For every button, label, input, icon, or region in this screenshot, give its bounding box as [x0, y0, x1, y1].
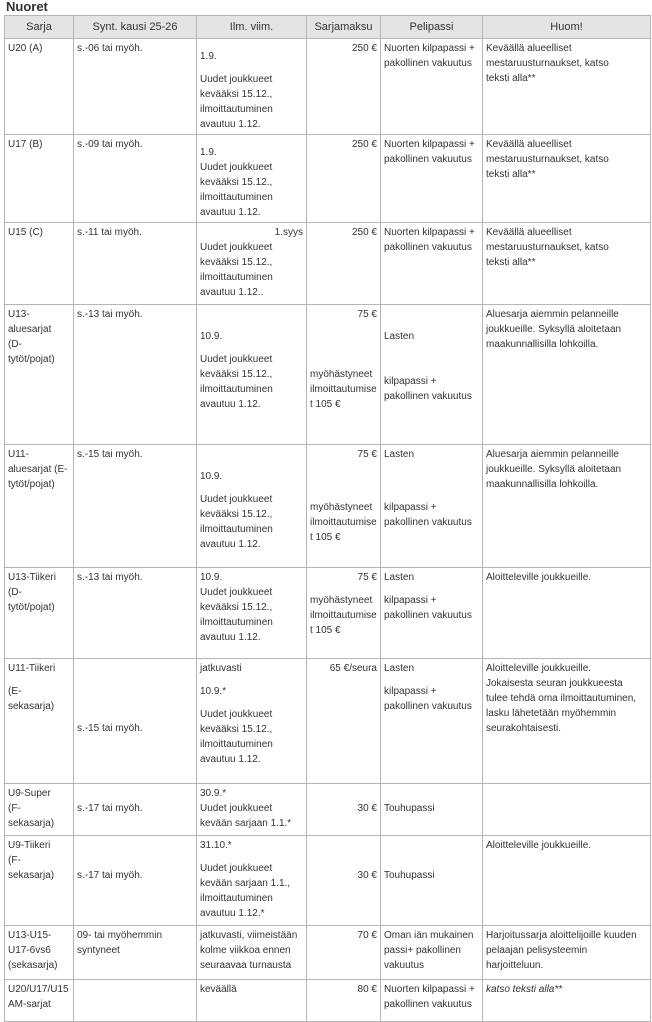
column-header-ilm: Ilm. viim. [197, 16, 307, 39]
table-row [5, 926, 651, 980]
cell-ilm: 1.syys Uudet joukkueet kevääksi 15.12., ilmoittautuminen avautuu 1.12.. [197, 223, 307, 305]
cell-ilm: keväällä [197, 980, 307, 1022]
cell-ilm: 10.9. Uudet joukkueet kevääksi 15.12., ilmoittautuminen avautuu 1.12. [197, 445, 307, 568]
cell-sarja: U17 (B) [5, 135, 74, 223]
table-row [5, 980, 651, 1022]
cell-synt: s.-17 tai myöh. [74, 836, 197, 926]
table-row [5, 223, 651, 305]
cell-huom: Aluesarja aiemmin pelanneille joukkueille. Syksyllä aloitetaan maakunnallisilla lohkoilla. [483, 305, 651, 445]
table-row [5, 39, 651, 135]
cell-maksu: 250 € [307, 223, 381, 305]
cell-synt: s.-09 tai myöh. [74, 135, 197, 223]
cell-synt: s.-13 tai myöh. [74, 568, 197, 659]
cell-huom: Keväällä alueelliset mestaruusturnaukset, katso teksti alla** [483, 135, 651, 223]
cell-huom [483, 784, 651, 836]
cell-huom: Aloitteleville joukkueille. [483, 836, 651, 926]
column-header-maksu: Sarjamaksu [307, 16, 381, 39]
cell-maksu: 70 € [307, 926, 381, 980]
cell-synt: s.-15 tai myöh. [74, 659, 197, 784]
cell-maksu: 75 € myöhästyneet ilmoittautumise t 105 € [307, 568, 381, 659]
cell-ilm: 31.10.* Uudet joukkueet kevään sarjaan 1.1., ilmoittautuminen avautuu 1.12.* [197, 836, 307, 926]
cell-maksu: 30 € [307, 784, 381, 836]
cell-ilm: 10.9. Uudet joukkueet kevääksi 15.12., ilmoittautuminen avautuu 1.12. [197, 305, 307, 445]
cell-maksu: 250 € [307, 135, 381, 223]
cell-sarja: U9-Tiikeri (F- sekasarja) [5, 836, 74, 926]
cell-synt: s.-13 tai myöh. [74, 305, 197, 445]
cell-passi: Lasten kilpapassi + pakollinen vakuutus [381, 568, 483, 659]
cell-passi: Oman iän mukainen passi+ pakollinen vakuutus [381, 926, 483, 980]
cell-ilm: 1.9. Uudet joukkueet kevääksi 15.12., ilmoittautuminen avautuu 1.12. [197, 39, 307, 135]
cell-passi: Lasten kilpapassi + pakollinen vakuutus [381, 659, 483, 784]
cell-ilm: 1.9. Uudet joukkueet kevääksi 15.12., ilmoittautuminen avautuu 1.12. [197, 135, 307, 223]
table-row [5, 568, 651, 659]
cell-passi: Nuorten kilpapassi + pakollinen vakuutus [381, 135, 483, 223]
cell-passi: Lasten kilpapassi + pakollinen vakuutus [381, 445, 483, 568]
cell-synt: s.-11 tai myöh. [74, 223, 197, 305]
series-table [4, 15, 651, 1022]
cell-ilm: 30.9.* Uudet joukkueet kevään sarjaan 1.1.* [197, 784, 307, 836]
column-header-huom: Huom! [483, 16, 651, 39]
cell-huom: Harjoitussarja aloittelijoille kuuden pelaajan pelisysteemin harjoitteluun. [483, 926, 651, 980]
cell-sarja: U13-U15- U17-6vs6 (sekasarja) [5, 926, 74, 980]
table-row [5, 659, 651, 784]
cell-huom: Keväällä alueelliset mestaruusturnaukset, katso teksti alla** [483, 223, 651, 305]
column-header-passi: Pelipassi [381, 16, 483, 39]
cell-synt [74, 980, 197, 1022]
section-title: Nuoret [6, 0, 48, 14]
cell-maksu: 75 € myöhästyneet ilmoittautumise t 105 € [307, 305, 381, 445]
cell-sarja: U11- aluesarjat (E- tytöt/pojat) [5, 445, 74, 568]
cell-maksu: 80 € [307, 980, 381, 1022]
cell-maksu: 65 €/seura [307, 659, 381, 784]
cell-passi: Touhupassi [381, 836, 483, 926]
cell-synt: 09- tai myöhemmin syntyneet [74, 926, 197, 980]
cell-sarja: U20/U17/U15 AM-sarjat [5, 980, 74, 1022]
cell-maksu: 30 € [307, 836, 381, 926]
cell-synt: s.-17 tai myöh. [74, 784, 197, 836]
cell-ilm: jatkuvasti 10.9.* Uudet joukkueet kevääksi 15.12., ilmoittautuminen avautuu 1.12. [197, 659, 307, 784]
cell-passi: Touhupassi [381, 784, 483, 836]
cell-sarja: U9-Super (F- sekasarja) [5, 784, 74, 836]
cell-sarja: U15 (C) [5, 223, 74, 305]
cell-huom: Aloitteleville joukkueille. [483, 568, 651, 659]
cell-sarja: U13-Tiikeri (D- tytöt/pojat) [5, 568, 74, 659]
table-row [5, 135, 651, 223]
cell-passi: Lasten kilpapassi + pakollinen vakuutus [381, 305, 483, 445]
column-header-sarja: Sarja [5, 16, 74, 39]
cell-passi: Nuorten kilpapassi + pakollinen vakuutus [381, 39, 483, 135]
cell-maksu: 250 € [307, 39, 381, 135]
table-row [5, 305, 651, 445]
cell-ilm: jatkuvasti, viimeistään kolme viikkoa ennen seuraavaa turnausta [197, 926, 307, 980]
cell-synt: s.-06 tai myöh. [74, 39, 197, 135]
cell-huom: Aluesarja aiemmin pelanneille joukkueille. Syksyllä aloitetaan maakunnallisilla lohkoilla. [483, 445, 651, 568]
table-row [5, 784, 651, 836]
cell-ilm: 10.9. Uudet joukkueet kevääksi 15.12., ilmoittautuminen avautuu 1.12. [197, 568, 307, 659]
cell-huom: Keväällä alueelliset mestaruusturnaukset, katso teksti alla** [483, 39, 651, 135]
cell-passi: Nuorten kilpapassi + pakollinen vakuutus [381, 980, 483, 1022]
cell-huom: katso teksti alla** [483, 980, 651, 1022]
cell-huom: Aloitteleville joukkueille. Jokaisesta seuran joukkueesta tulee tehdä oma ilmoittautuminen, lasku lähetetään myöhemmin seurakohtaisesti. [483, 659, 651, 784]
cell-passi: Nuorten kilpapassi + pakollinen vakuutus [381, 223, 483, 305]
table-header-row [5, 16, 651, 39]
cell-sarja: U11-Tiikeri (E- sekasarja) [5, 659, 74, 784]
table-row [5, 836, 651, 926]
cell-maksu: 75 € myöhästyneet ilmoittautumise t 105 € [307, 445, 381, 568]
cell-synt: s.-15 tai myöh. [74, 445, 197, 568]
cell-sarja: U13- aluesarjat (D- tytöt/pojat) [5, 305, 74, 445]
table-row [5, 445, 651, 568]
column-header-synt: Synt. kausi 25-26 [74, 16, 197, 39]
cell-sarja: U20 (A) [5, 39, 74, 135]
